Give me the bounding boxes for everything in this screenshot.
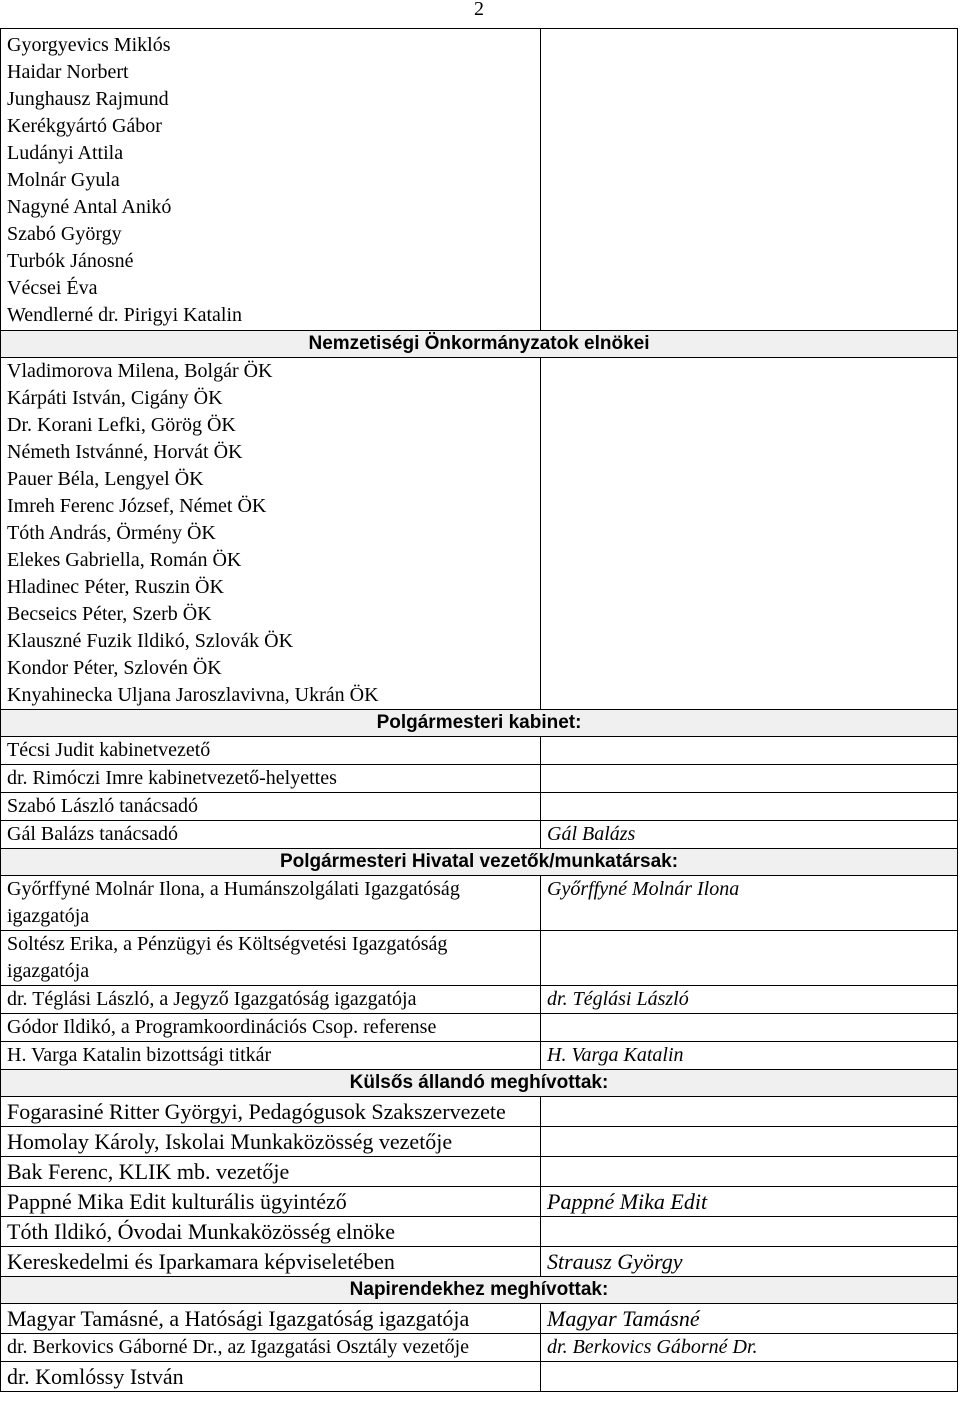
attendee-name: Tóth Ildikó, Óvodai Munkaközösség elnöke (1, 1217, 541, 1247)
table-row (1, 931, 958, 986)
attendee-signature: Győrffyné Molnár Ilona (541, 876, 958, 931)
member-name: Kerékgyártó Gábor (7, 115, 162, 137)
table-row (1, 876, 958, 931)
nemzetisegi-name: Kondor Péter, Szlovén ÖK (7, 657, 222, 679)
table-row (1, 986, 958, 1014)
attendee-name: Szabó László tanácsadó (1, 793, 541, 821)
attendee-signature (541, 793, 958, 821)
attendee-name: dr. Téglási László, a Jegyző Igazgatóság igazgatója (1, 986, 541, 1014)
attendee-signature (541, 931, 958, 986)
page-number: 2 (474, 0, 484, 20)
nemzetisegi-name: Tóth András, Örmény ÖK (7, 522, 216, 544)
table-row (1, 1042, 958, 1070)
nemzetisegi-name: Hladinec Péter, Ruszin ÖK (7, 576, 224, 598)
table-row (1, 1014, 958, 1042)
table-row (1, 1097, 958, 1127)
nemzetisegi-name: Németh Istvánné, Horvát ÖK (7, 441, 243, 463)
attendee-name: dr. Berkovics Gáborné Dr., az Igazgatási Osztály vezetője (1, 1334, 541, 1362)
member-name: Szabó György (7, 223, 122, 245)
table-row (1, 821, 958, 849)
section-heading-row (1, 849, 958, 876)
attendee-name: H. Varga Katalin bizottsági titkár (1, 1042, 541, 1070)
attendee-name: Pappné Mika Edit kulturális ügyintéző (1, 1187, 541, 1217)
attendee-signature (541, 1014, 958, 1042)
section-heading-kabinet: Polgármesteri kabinet: (1, 710, 958, 737)
attendee-name: Kereskedelmi és Iparkamara képviseletében (1, 1247, 541, 1277)
attendee-signature: Pappné Mika Edit (541, 1187, 958, 1217)
attendee-name: Gódor Ildikó, a Programkoordinációs Csop. referense (1, 1014, 541, 1042)
section-heading-row (1, 710, 958, 737)
attendee-signature: dr. Téglási László (541, 986, 958, 1014)
member-name: Haidar Norbert (7, 61, 129, 83)
nemzetisegi-name: Vladimorova Milena, Bolgár ÖK (7, 360, 273, 382)
section-heading-row (1, 1070, 958, 1097)
member-name: Gyorgyevics Miklós (7, 34, 171, 56)
table-row (1, 737, 958, 765)
attendee-name: Gál Balázs tanácsadó (1, 821, 541, 849)
attendee-signature (541, 1217, 958, 1247)
nemzetisegi-name: Kárpáti István, Cigány ÖK (7, 387, 223, 409)
table-row (1, 1247, 958, 1277)
members-signature (541, 29, 958, 331)
member-name: Wendlerné dr. Pirigyi Katalin (7, 304, 242, 326)
section-heading-hivatal: Polgármesteri Hivatal vezetők/munkatársak: (1, 849, 958, 876)
nemzetisegi-list (1, 358, 541, 710)
table-row (1, 793, 958, 821)
table-row (1, 1127, 958, 1157)
attendee-signature: Magyar Tamásné (541, 1304, 958, 1334)
members-row (1, 29, 958, 331)
nemzetisegi-row (1, 358, 958, 710)
table-row (1, 1217, 958, 1247)
attendee-signature (541, 1097, 958, 1127)
member-name: Turbók Jánosné (7, 250, 134, 272)
table-row (1, 765, 958, 793)
table-row (1, 1187, 958, 1217)
member-name: Junghausz Rajmund (7, 88, 169, 110)
attendee-name: Magyar Tamásné, a Hatósági Igazgatóság igazgatója (1, 1304, 541, 1334)
attendee-name: dr. Rimóczi Imre kabinetvezető-helyettes (1, 765, 541, 793)
section-heading-napirend: Napirendekhez meghívottak: (1, 1277, 958, 1304)
member-name: Nagyné Antal Anikó (7, 196, 172, 218)
nemzetisegi-name: Klauszné Fuzik Ildikó, Szlovák ÖK (7, 630, 294, 652)
member-name: Ludányi Attila (7, 142, 124, 164)
members-list (1, 29, 541, 331)
table-row (1, 1362, 958, 1392)
nemzetisegi-name: Becseics Péter, Szerb ÖK (7, 603, 212, 625)
nemzetisegi-name: Pauer Béla, Lengyel ÖK (7, 468, 204, 490)
section-heading-row (1, 331, 958, 358)
section-heading-kulsos: Külsős állandó meghívottak: (1, 1070, 958, 1097)
member-name: Vécsei Éva (7, 277, 98, 299)
attendee-name: Homolay Károly, Iskolai Munkaközösség vezetője (1, 1127, 541, 1157)
attendee-name: Fogarasiné Ritter Györgyi, Pedagógusok Szakszervezete (1, 1097, 541, 1127)
nemzetisegi-name: Knyahinecka Uljana Jaroszlavivna, Ukrán ÖK (7, 684, 379, 706)
attendee-signature: dr. Berkovics Gáborné Dr. (541, 1334, 958, 1362)
attendee-signature (541, 737, 958, 765)
attendee-signature: Gál Balázs (541, 821, 958, 849)
nemzetisegi-name: Dr. Korani Lefki, Görög ÖK (7, 414, 236, 436)
nemzetisegi-name: Imreh Ferenc József, Német ÖK (7, 495, 267, 517)
attendee-name: Győrffyné Molnár Ilona, a Humánszolgálati Igazgatóság igazgatója (1, 876, 541, 931)
table-row (1, 1157, 958, 1187)
attendee-name: Soltész Erika, a Pénzügyi és Költségvetési Igazgatóság igazgatója (1, 931, 541, 986)
member-name: Molnár Gyula (7, 169, 120, 191)
attendee-name: dr. Komlóssy István (1, 1362, 541, 1392)
nemzetisegi-name: Elekes Gabriella, Román ÖK (7, 549, 242, 571)
attendee-signature (541, 765, 958, 793)
table-row (1, 1334, 958, 1362)
attendee-signature (541, 1157, 958, 1187)
table-row (1, 1304, 958, 1334)
attendee-signature: Strausz György (541, 1247, 958, 1277)
attendee-name: Bak Ferenc, KLIK mb. vezetője (1, 1157, 541, 1187)
attendee-signature (541, 1127, 958, 1157)
section-heading-nemzetisegi: Nemzetiségi Önkormányzatok elnökei (1, 331, 958, 358)
attendance-table (0, 28, 958, 1392)
attendee-signature (541, 1362, 958, 1392)
attendee-name: Técsi Judit kabinetvezető (1, 737, 541, 765)
section-heading-row (1, 1277, 958, 1304)
nemzetisegi-signature (541, 358, 958, 710)
attendee-signature: H. Varga Katalin (541, 1042, 958, 1070)
